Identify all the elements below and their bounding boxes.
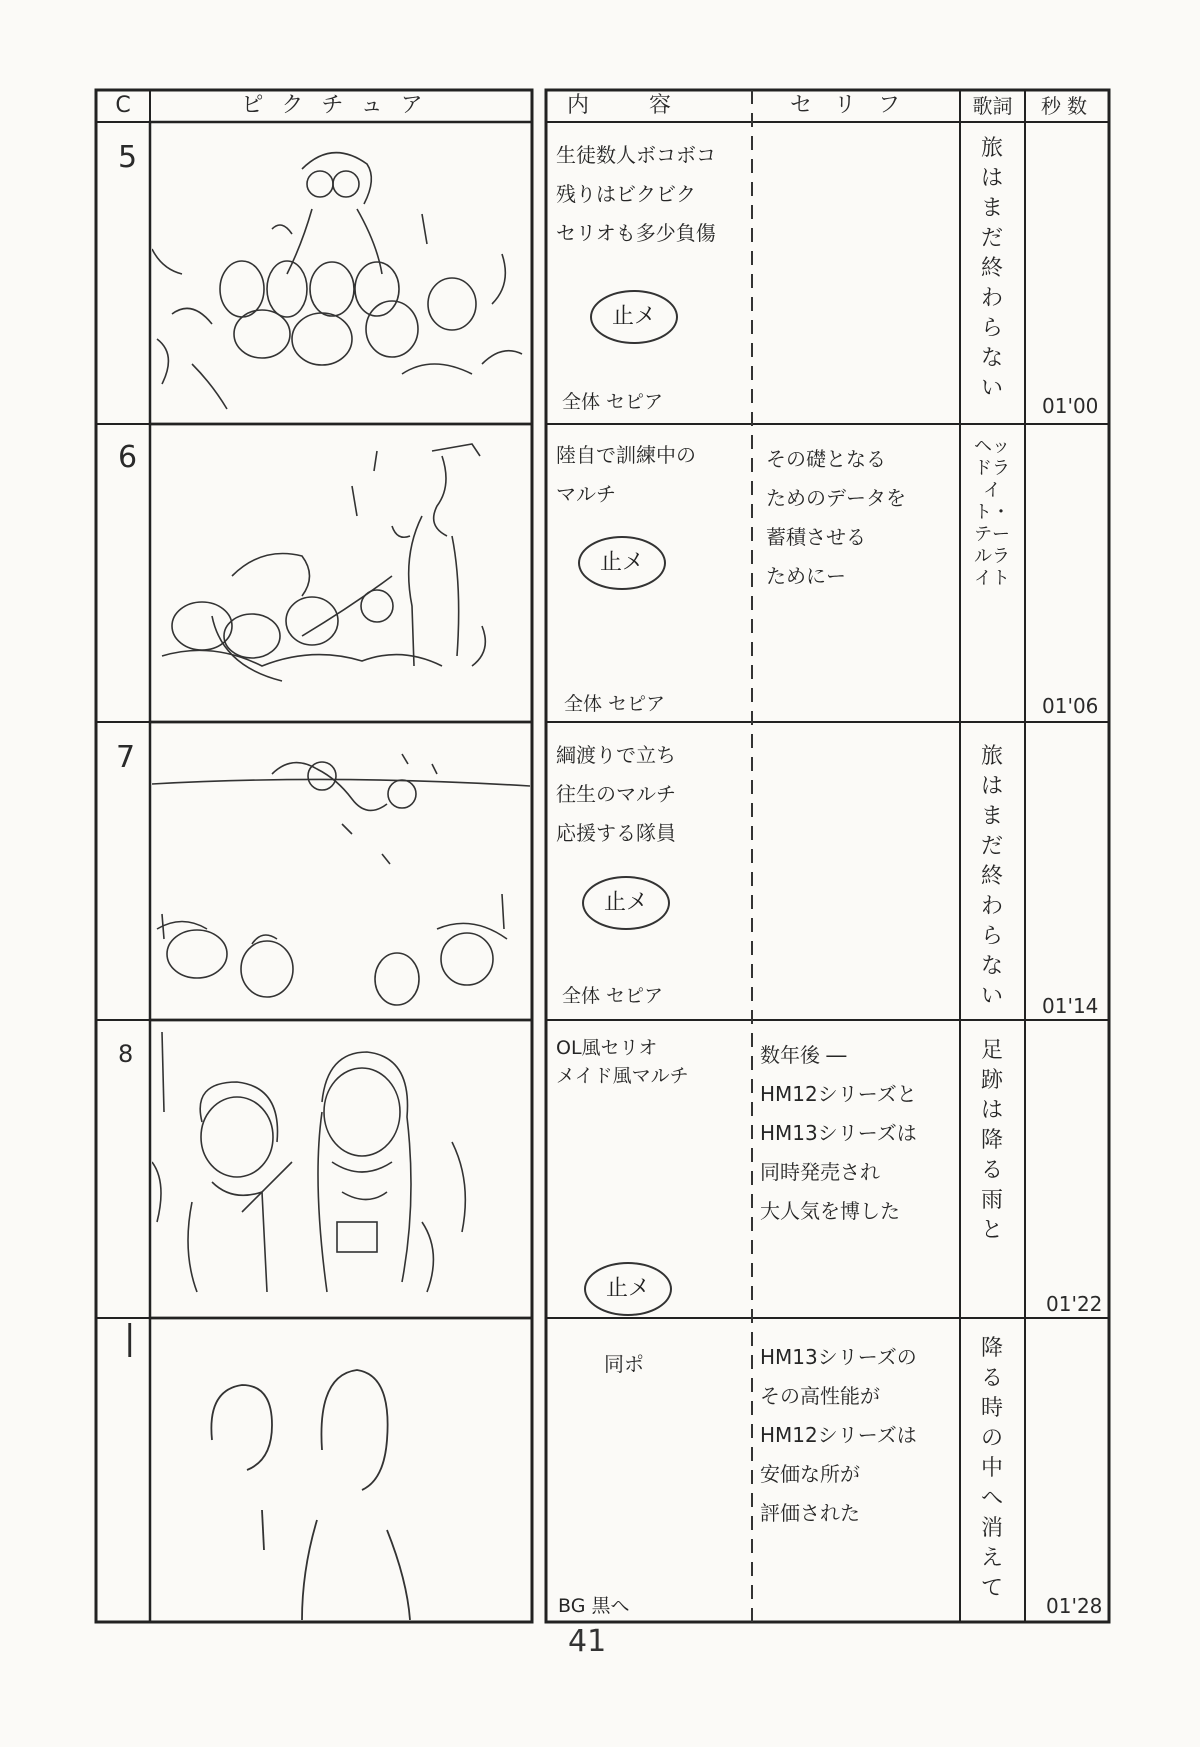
sketch-panel-5 [152,124,530,422]
content-text: 生徒数人ボコボコ 残りはビクビク セリオも多少負傷 [556,143,716,245]
time-value: 01'22 [1046,1292,1103,1316]
stop-frame-stamp: 止メ [578,536,666,590]
page-number: 41 [568,1624,607,1659]
note-text: 全体 セピア [562,985,664,1007]
header-dialogue: セリフ [789,93,922,118]
time-value: 01'28 [1046,1594,1103,1618]
lyrics-text: ヘッドライト・テールライト [974,436,1010,589]
cut-number: 8 [118,1040,134,1068]
cut-number: 7 [116,740,136,775]
sketch-panel-6 [152,426,530,720]
dialogue-text: その礎となる ためのデータを 蓄積させる ためにー [766,447,906,588]
stop-frame-stamp: 止メ [582,876,670,930]
stop-frame-stamp: 止メ [584,1262,672,1316]
header-picture: ピクチュア [241,93,441,118]
time-value: 01'14 [1042,994,1099,1018]
sketch-panel-9 [152,1320,530,1620]
dialogue-text: 数年後 ― HM12シリーズと HM13シリーズは 同時発売され 大人気を博した [760,1043,917,1223]
lyrics-text: 足跡は降る雨と [980,1038,1003,1243]
dialogue-text: HM13シリーズの その高性能が HM12シリーズは 安価な所が 評価された [760,1345,917,1525]
sketch-panel-7 [152,724,530,1018]
sketch-panel-8 [152,1022,530,1316]
cut-number: 5 [118,140,138,175]
note-text: BG 黒へ [558,1595,630,1617]
header-seconds: 秒数 [1041,94,1093,118]
time-value: 01'00 [1042,394,1099,418]
note-text: 全体 セピア [564,693,666,715]
content-text: 陸自で訓練中の マルチ [556,443,696,506]
header-cut: C [115,93,131,118]
header-lyrics: 歌詞 [972,94,1013,118]
lyrics-text: 旅はまだ終わらない [980,744,1003,1009]
stop-frame-stamp: 止メ [590,290,678,344]
header-content: 内容 [566,93,731,118]
cut-number: | [124,1318,136,1358]
content-text: OL風セリオ メイド風マルチ [556,1037,689,1087]
content-text: 綱渡りで立ち 往生のマルチ 応援する隊員 [556,743,676,845]
note-text: 全体 セピア [562,391,664,413]
lyrics-text: 旅はまだ終わらない [980,136,1003,401]
cut-number: 6 [118,440,138,475]
lyrics-text: 降る時の中へ消えて [980,1336,1003,1601]
content-text: 同ポ [604,1352,644,1376]
time-value: 01'06 [1042,694,1099,718]
